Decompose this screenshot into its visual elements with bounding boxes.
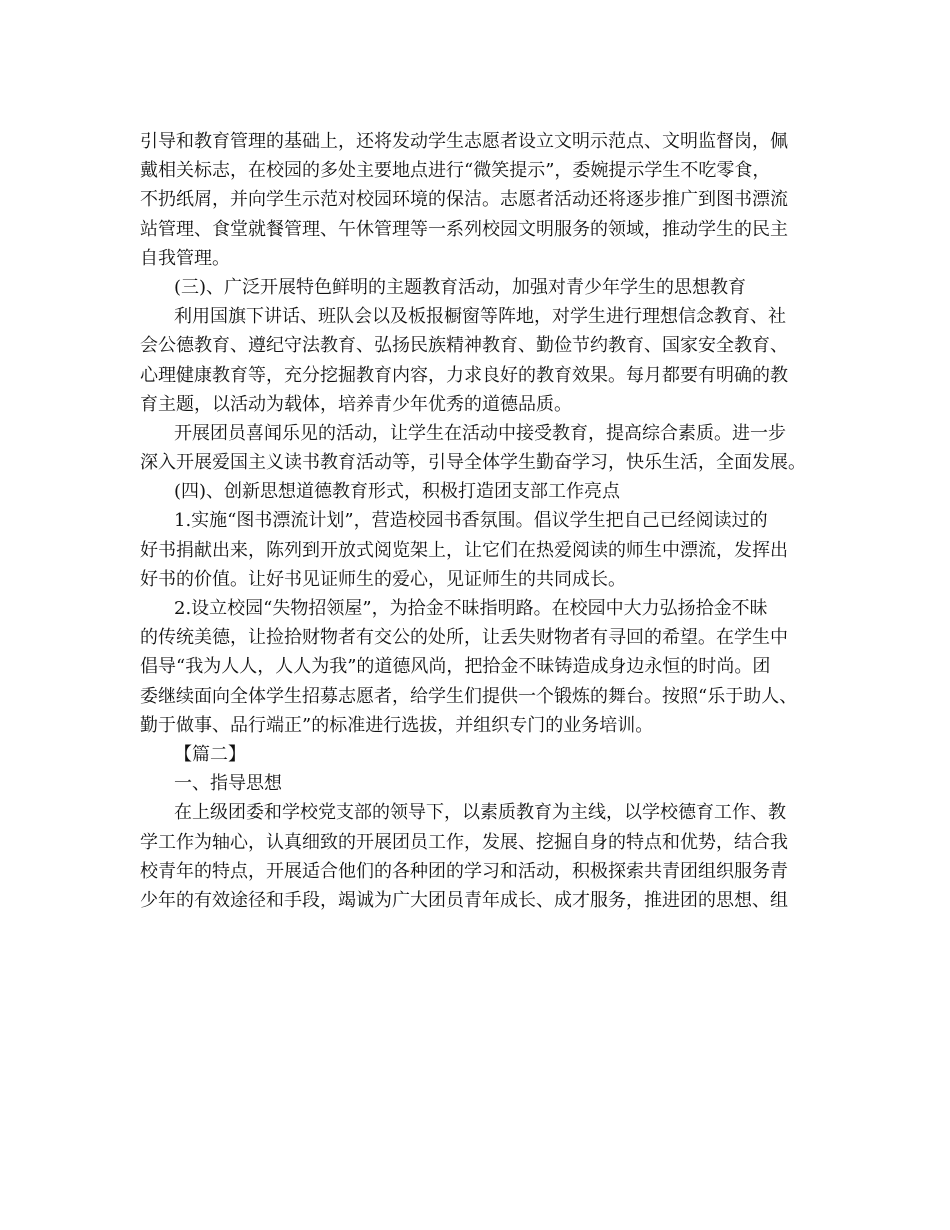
paragraph-line: 站管理、食堂就餐管理、午休管理等一系列校园文明服务的领域，推动学生的民主 [140,218,788,240]
paragraph-line: 1.实施“图书漂流计划”，营造校园书香氛围。倡议学生把自己已经阅读过的 [174,510,768,532]
paragraph-line: 自我管理。 [140,247,230,269]
paragraph-line: 戴相关标志，在校园的多处主要地点进行“微笑提示”，委婉提示学生不吃零食， [140,160,771,182]
document-body [140,127,820,915]
section-heading: (四)、创新思想道德教育形式，积极打造团支部工作亮点 [174,481,621,503]
paragraph-line: 深入开展爱国主义读书教育活动等，引导全体学生勤奋学习，快乐生活，全面发展。 [140,452,806,474]
part-heading: 【篇二】 [174,743,246,765]
paragraph-line: 引导和教育管理的基础上，还将发动学生志愿者设立文明示范点、文明监督岗，佩 [140,131,788,152]
paragraph-line: 不扔纸屑，并向学生示范对校园环境的保洁。志愿者活动还将逐步推广到图书漂流 [140,189,788,211]
paragraph-line: 利用国旗下讲话、班队会以及板报橱窗等阵地，对学生进行理想信念教育、社 [174,306,786,328]
paragraph-line: 校青年的特点，开展适合他们的各种团的学习和活动，积极探索共青团组织服务青 [140,860,788,882]
section-heading: 一、指导思想 [174,773,282,795]
paragraph-line: 好书的价值。让好书见证师生的爱心，见证师生的共同成长。 [140,568,626,590]
paragraph-line: 心理健康教育等，充分挖掘教育内容，力求良好的教育效果。每月都要有明确的教 [140,364,788,386]
paragraph-line: 学工作为轴心，认真细致的开展团员工作，发展、挖掘自身的特点和优势，结合我 [140,831,788,853]
paragraph-line: 2.设立校园“失物招领屋”，为拾金不昧指明路。在校园中大力弘扬拾金不昧 [174,598,768,619]
section-heading: (三)、广泛开展特色鲜明的主题教育活动，加强对青少年学生的思想教育 [174,276,747,298]
paragraph-line: 倡导“我为人人，人人为我”的道德风尚，把拾金不昧铸造成身边永恒的时尚。团 [140,656,771,678]
paragraph-line: 会公德教育、遵纪守法教育、弘扬民族精神教育、勤俭节约教育、国家安全教育、 [140,335,788,357]
paragraph-line: 开展团员喜闻乐见的活动，让学生在活动中接受教育，提高综合素质。进一步 [174,422,786,444]
paragraph-line: 在上级团委和学校党支部的领导下，以素质教育为主线，以学校德育工作、教 [174,802,786,824]
paragraph-line: 勤于做事、品行端正”的标准进行选拔，并组织专门的业务培训。 [140,714,654,736]
paragraph-line: 的传统美德，让捡拾财物者有交公的处所，让丢失财物者有寻回的希望。在学生中 [140,627,788,649]
paragraph-line: 委继续面向全体学生招募志愿者，给学生们提供一个锻炼的舞台。按照“乐于助人、 [140,685,798,707]
paragraph-line: 好书捐献出来，陈列到开放式阅览架上，让它们在热爱阅读的师生中漂流，发挥出 [140,539,788,561]
paragraph-line: 育主题，以活动为载体，培养青少年优秀的道德品质。 [140,393,572,415]
paragraph-line: 少年的有效途径和手段，竭诚为广大团员青年成长、成才服务，推进团的思想、组 [140,889,788,911]
